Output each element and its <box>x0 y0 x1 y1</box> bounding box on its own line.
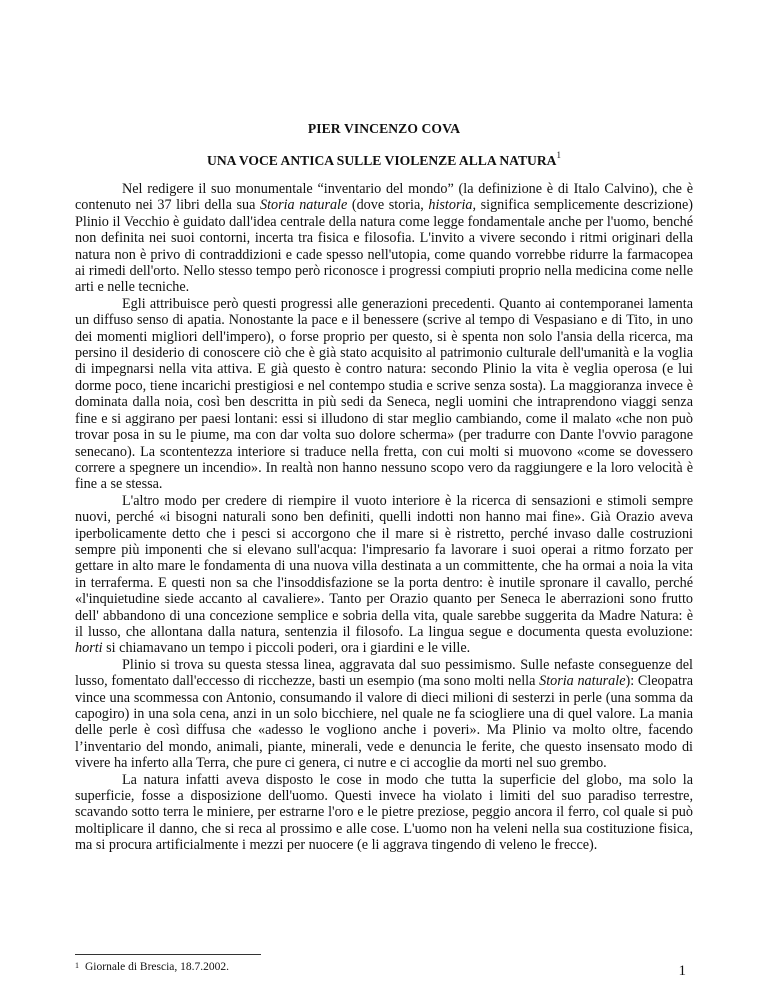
paragraph-text: Egli attribuisce però questi progressi alle generazioni precedenti. Quanto ai contemporanei lamenta un diffuso senso di apatia. Nonostante la pace e il benessere (scrive al tempo di Vespasiano e di Tito, in uno dei momenti migliori dell'impero), o forse proprio per questo, si è spenta non solo l'ansia della ricerca, ma persino il desiderio di conoscere ciò che è già stato acquisito al patrimonio culturale dell'umanità e la voglia di impegnarsi nella vita attiva. E già questo è contro natura: secondo Plinio la vita è veglia operosa (e lui dorme poco, tiene incarichi prestigiosi e nel contempo studia e scrive senza sosta). La maggioranza invece è dominata dalla noia, così ben descritta in più sedi da Seneca, negli uomini che intraprendono viaggi senza fine e si aggirano per paesi lontani: essi si illudono di star meglio cambiando, come il malato «che non può trovar posa in su le piume, ma con dar volta suo dolore scherma» (per tradurre con Dante l'ovvio paragone senecano). La scontentezza interiore si traduce nella fretta, con cui molti si muovono «come se dovessero correre a spegnere un incendio». In realtà non hanno nessuno scopo vero da raggiungere e la loro velocità è fine a se stessa. <box>75 295 693 493</box>
paragraph-text: (dove storia, <box>347 197 429 214</box>
italic-text: historia, <box>428 197 477 214</box>
article-title <box>75 150 693 169</box>
italic-text: Storia naturale <box>539 673 626 690</box>
body-paragraph <box>75 296 693 493</box>
paragraph-text: significa semplicemente descrizione) Plinio il Vecchio è guidato dall'idea centrale della natura come legge fondamentale anche per l'uomo, benché non definita nei suoi contorni, incerta tra fisica e filosofia. L'invito a vivere secondo i ritmi originari della natura non è privo di contraddizioni e cade spesso nell'utopia, come quando vorrebbe ridurre la farmacopea ai rimedi dell'orto. Nello stesso tempo però riconosce i progressi compiuti proprio nella medicina come nelle arti e nelle tecniche. <box>75 197 694 296</box>
footnote <box>75 961 229 973</box>
footnote-text: Giornale di Brescia, 18.7.2002. <box>85 961 230 973</box>
body-paragraph <box>75 493 693 657</box>
body-paragraph <box>75 657 693 772</box>
body-paragraph <box>75 772 693 854</box>
italic-text: horti <box>75 640 103 657</box>
footnote-marker: 1 <box>75 961 79 970</box>
footnote-divider <box>75 954 261 955</box>
paragraph-text: L'altro modo per credere di riempire il vuoto interiore è la ricerca di sensazioni e stimoli sempre nuovi, perché «i bisogni naturali sono ben definiti, quelli indotti non hanno mai fine». Già Orazio aveva iperbolicamente detto che i pesci si accorgono che il mare si è ristretto, perché invaso dalle costruzioni sempre più imponenti che si elevano sull'acqua: l'impresario fa lavorare i suoi operai a ritmo forzato per gettare in alto mare le fondamenta di una nuova villa destinata a un committente, che ha ormai a noia la vita in terraferma. E questi non sa che l'insoddisfazione se la porta dentro: è inutile spronare il cavallo, perché «l'inquietudine siede accanto al cavaliere». Tanto per Orazio quanto per Seneca le aberrazioni sono frutto dell' abbandono di una concezione semplice e sobria della vita, quale sarebbe suggerita da Madre Natura: è il lusso, che allontana dalla natura, sentenzia il filosofo. La lingua segue e documenta questa evoluzione: <box>75 492 693 640</box>
italic-text: Storia naturale <box>259 197 348 214</box>
article-title-text: UNA VOCE ANTICA SULLE VIOLENZE ALLA NATURA <box>207 153 557 168</box>
article-body <box>75 181 693 854</box>
paragraph-text: La natura infatti aveva disposto le cose in modo che tutta la superficie del globo, ma solo la superficie, fosse a disposizione dell'uomo. Questi invece ha violato i limiti del suo paradiso terrestre, scavando sotto terra le miniere, per estrarne l'oro e le pietre preziose, peggio ancora il ferro, col quale si può moltiplicare il danno, che si reca al prossimo e alle cose. L'uomo non ha veleni nella sua costituzione fisica, ma si procura artificialmente i mezzi per nuocere (e li aggrava tingendo di veleno le frecce). <box>75 771 693 854</box>
footnote-reference: 1 <box>556 150 561 160</box>
paragraph-text: si chiamavano un tempo i piccoli poderi, ora i giardini e le ville. <box>102 640 471 657</box>
paragraph-text: ): Cleopatra vince una scommessa con Antonio, consumando il valore di dieci milioni di sesterzi in perle (una somma da capogiro) in una sola cena, anzi in un solo bicchiere, nel quale ne fa sciogliere una di quel valore. La mania delle perle è così diffusa che «adesso le vogliono anche i poveri». Ma Plinio va molto oltre, facendo l’inventario del mondo, animali, piante, minerali, vede e denuncia le ferite, che questo insensato modo di vivere ha inferto alla Terra, che pure ci genera, ci nutre e ci accoglie da morti nel suo grembo. <box>75 673 694 772</box>
paragraph-text: Plinio si trova su questa stessa linea, aggravata dal suo pessimismo. Sulle nefaste conseguenze del lusso, fomentato dall'eccesso di ricchezze, basti un esempio (ma sono molti nella <box>75 656 693 690</box>
page-number: 1 <box>678 963 686 979</box>
body-paragraph <box>75 181 693 296</box>
author-name: PIER VINCENZO COVA <box>307 121 461 136</box>
paragraph-text: Nel redigere il suo monumentale “inventario del mondo” (la definizione è di Italo Calvino), che è contenuto nei 37 libri della sua <box>75 181 693 214</box>
